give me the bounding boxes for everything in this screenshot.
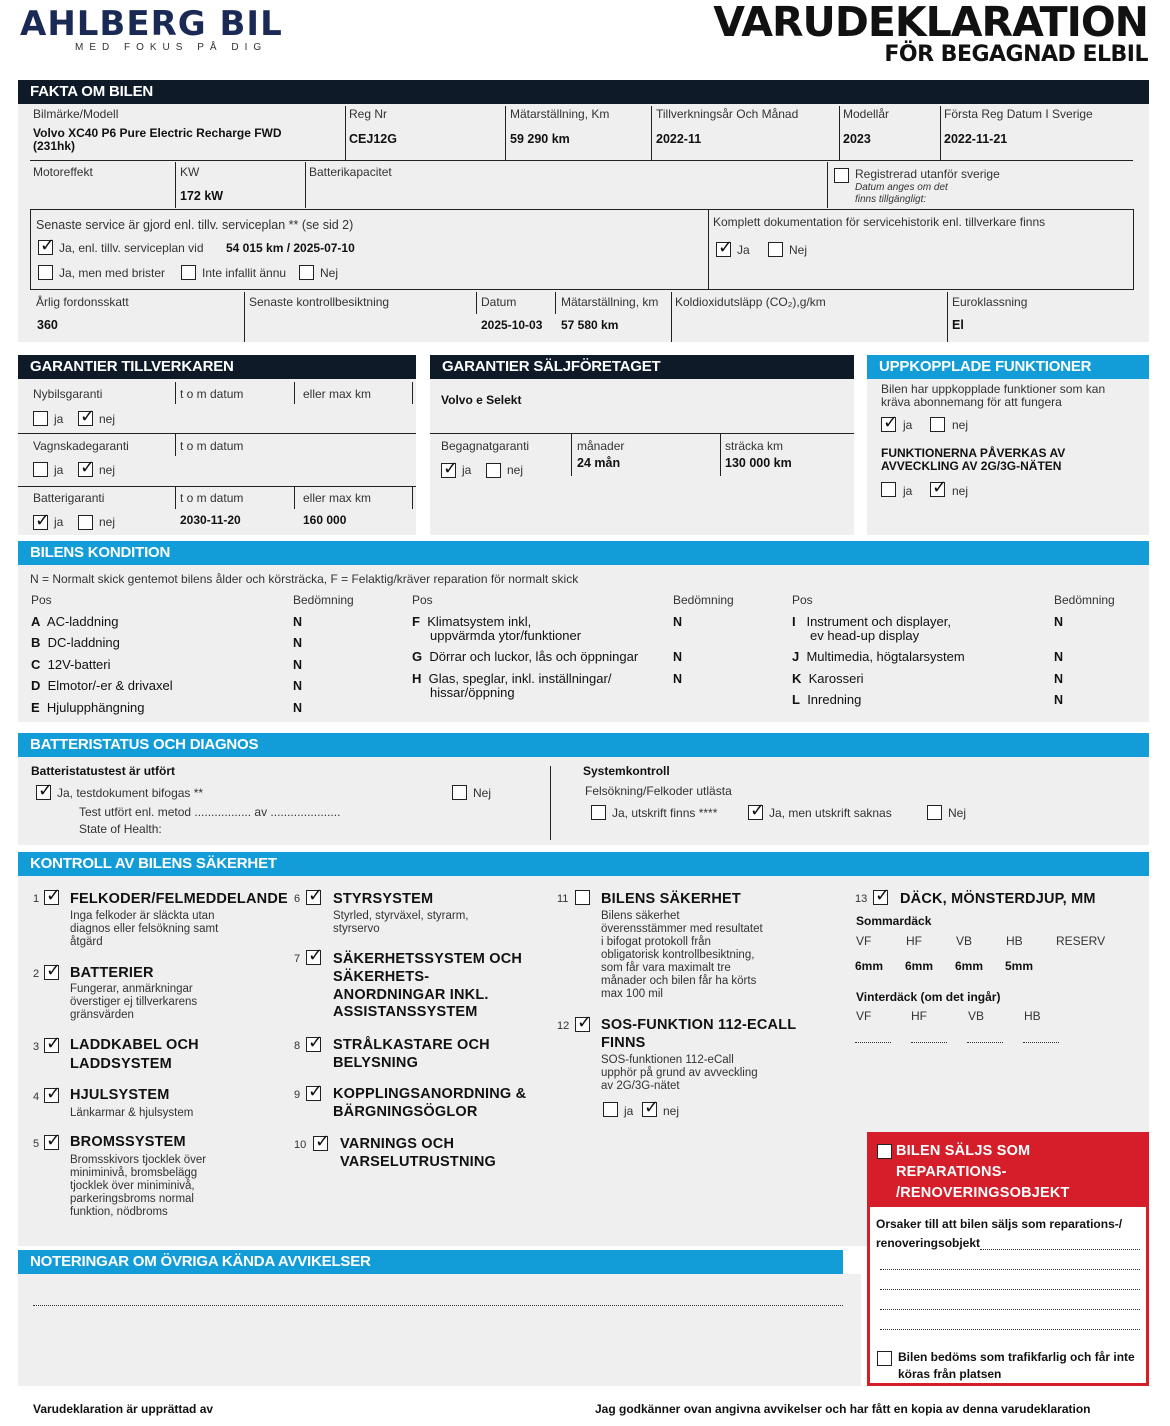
battery-test-yes-label: Ja, testdokument bifogas **: [57, 786, 204, 800]
sys-no-checkbox[interactable]: [927, 805, 942, 820]
section-sakerhet-header: KONTROLL AV BILENS SÄKERHET: [18, 852, 1149, 876]
safety-title-8b: BELYSNING: [333, 1055, 419, 1071]
safety-desc-5: Bromsskivors tjocklek över: [70, 1154, 207, 1166]
safety-num-4: 4: [33, 1091, 40, 1103]
condition-legend: N = Normalt skick gentemot bilens ålder och körsträcka, F = Felaktig/kräver reparation för normalt skick: [30, 572, 579, 586]
tyre-val-hb: 5mm: [1005, 959, 1034, 973]
reg-value: CEJ12G: [349, 132, 397, 146]
affected-text-2: AVVECKLING AV 2G/3G-NÄTEN: [881, 459, 1062, 473]
battery-test-title: Batteristatustest är utfört: [31, 764, 176, 778]
dist-label: sträcka km: [725, 439, 784, 453]
cond-key: A: [31, 614, 41, 629]
safety-num-11: 11: [557, 893, 569, 905]
cond-value-c: N: [293, 658, 303, 672]
section-garanti-tillv: [18, 379, 416, 535]
safety-num-2: 2: [33, 968, 40, 980]
cond-key: K: [792, 671, 802, 686]
safety-title-6: STYRSYSTEM: [333, 891, 434, 907]
safety-title-9b: BÄRGNINGSÖGLOR: [333, 1104, 478, 1120]
cond-item-a: [31, 614, 118, 629]
doc-no-checkbox[interactable]: [768, 242, 783, 257]
section-garanti-salj-header: GARANTIER SÄLJFÖRETAGET: [430, 355, 854, 379]
service-value: 54 015 km / 2025-07-10: [226, 241, 355, 255]
page-subtitle: FÖR BEGAGNAD ELBIL: [884, 42, 1148, 67]
connected-ja-label: ja: [903, 418, 913, 432]
pos-header-2: Pos: [412, 593, 433, 607]
section-garanti-tillv-header: GARANTIER TILLVERKAREN: [18, 355, 416, 379]
batt-maxkm-label: eller max km: [303, 491, 372, 505]
system-check-title: Systemkontroll: [583, 764, 670, 778]
footer-prepared-by: Varudeklaration är upprättad av: [33, 1402, 214, 1416]
safety-num-7: 7: [294, 953, 301, 965]
safety-desc-1: Inga felkoder är släckta utan: [70, 910, 215, 922]
tyre-col-hf: HF: [906, 934, 922, 948]
cond-key: F: [412, 614, 420, 629]
safety-desc-12: SOS-funktionen 112-eCall: [601, 1054, 734, 1066]
footer-approval: Jag godkänner ovan angivna avvikelser och har fått en kopia av denna varudeklaration: [595, 1402, 1091, 1416]
body-warranty-label: Vagnskadegaranti: [33, 439, 129, 453]
safety-title-7: SÄKERHETSSYSTEM OCH: [333, 951, 523, 967]
cond-text: Hjulupphängning: [46, 700, 145, 715]
repair-line-4[interactable]: [880, 1309, 1140, 1310]
ecall-nej-checkbox[interactable]: [642, 1102, 657, 1117]
safety-num-10: 10: [294, 1139, 307, 1151]
cond-key: E: [31, 700, 40, 715]
safety-title-11: BILENS SÄKERHET: [601, 891, 741, 907]
safety-check-10[interactable]: [313, 1136, 328, 1151]
safety-desc-5b: miniminivå, bromsbelägg: [70, 1167, 198, 1179]
firstreg-value: 2022-11-21: [944, 132, 1008, 146]
batt-nej-checkbox[interactable]: [78, 515, 93, 530]
unsafe-label-2: köras från platsen: [898, 1367, 1002, 1381]
kw-value: 172 kW: [180, 189, 224, 203]
safety-title-4: HJULSYSTEM: [70, 1087, 170, 1103]
safety-check-7[interactable]: [306, 950, 321, 965]
safety-desc-5e: funktion, nödbroms: [70, 1206, 168, 1218]
winter-col-vf: VF: [856, 1009, 872, 1023]
ecall-ja-checkbox[interactable]: [603, 1102, 618, 1117]
connected-nej-label: nej: [952, 418, 969, 432]
unsafe-checkbox[interactable]: [877, 1351, 892, 1366]
safety-title-10: VARNINGS OCH: [340, 1136, 455, 1152]
safety-check-11[interactable]: [575, 890, 590, 905]
safety-title-7c: ANORDNINGAR INKL.: [333, 987, 489, 1003]
cond-item-c: [31, 657, 111, 672]
safety-title-3b: LADDSYSTEM: [70, 1056, 172, 1072]
safety-num-3: 3: [33, 1041, 40, 1053]
sys-print-label: Ja, utskrift finns ****: [612, 806, 718, 820]
safety-num-6: 6: [294, 893, 301, 905]
safety-desc-12c: av 2G/3G-nätet: [601, 1080, 680, 1092]
repair-line-2[interactable]: [880, 1269, 1140, 1270]
cond-value-f: N: [673, 615, 683, 629]
safety-title-2: BATTERIER: [70, 965, 154, 981]
cond-item-g: [412, 649, 638, 664]
cond-item-i: [792, 614, 951, 629]
months-value: 24 mån: [577, 456, 621, 470]
date-value: 2025-10-03: [481, 318, 543, 332]
cond-value-h: N: [673, 672, 683, 686]
cond-value-b: N: [293, 636, 303, 650]
new-warranty-label: Nybilsgaranti: [33, 387, 103, 401]
repair-object-box: [867, 1132, 1149, 1386]
doc-yes-label: Ja: [737, 243, 750, 257]
service-faults-label: Ja, men med brister: [59, 266, 166, 280]
battery-soh: State of Health:: [79, 822, 162, 836]
safety-check-13[interactable]: [873, 890, 888, 905]
model-value: Volvo XC40 P6 Pure Electric Recharge FWD: [33, 126, 282, 140]
repair-reason-label-2: renoveringsobjekt: [876, 1236, 981, 1250]
repair-title: BILEN SÄLJS SOM: [896, 1143, 1031, 1159]
safety-check-2[interactable]: [44, 965, 59, 980]
modelyear-label: Modellår: [843, 107, 890, 121]
cond-value-e: N: [293, 701, 303, 715]
service-faults-checkbox[interactable]: [38, 265, 53, 280]
safety-num-12: 12: [557, 1020, 570, 1032]
safety-desc-5c: tjocklek över miniminivå,: [70, 1180, 195, 1192]
cond-key: G: [412, 649, 423, 664]
safety-check-6[interactable]: [306, 890, 321, 905]
new-todate-label: t o m datum: [180, 387, 244, 401]
cond-value-a: N: [293, 615, 303, 629]
safety-check-12[interactable]: [575, 1017, 590, 1032]
new-ja-checkbox[interactable]: [33, 411, 48, 426]
brand-tagline: MED FOKUS PÅ DIG: [75, 42, 268, 53]
section-noteringar: [18, 1274, 861, 1386]
safety-desc-6b: styrservo: [333, 923, 380, 935]
section-batteri-header: BATTERISTATUS OCH DIAGNOS: [18, 733, 1149, 757]
connected-ja-checkbox[interactable]: [881, 417, 896, 432]
sys-noprint-label: Ja, men utskrift saknas: [769, 806, 892, 820]
safety-check-8[interactable]: [306, 1037, 321, 1052]
safety-check-3[interactable]: [44, 1038, 59, 1053]
connected-text: Bilen har uppkopplade funktioner som kan: [881, 382, 1106, 396]
body-nej-checkbox[interactable]: [78, 462, 93, 477]
repair-title-3: /RENOVERINGSOBJEKT: [896, 1185, 1070, 1201]
battery-method: Test utfört enl. metod ................. av .....................: [79, 805, 341, 819]
battery-test-no-checkbox[interactable]: [452, 785, 467, 800]
cond-key: J: [792, 649, 800, 664]
body-nej-label: nej: [99, 463, 116, 477]
safety-title-7b: SÄKERHETS-: [333, 969, 430, 985]
safety-desc-11f: månader och bilen får ha körts: [601, 975, 757, 987]
batt-date-value: 2030-11-20: [180, 513, 241, 527]
connected-nej-checkbox[interactable]: [930, 417, 945, 432]
cond-value-d: N: [293, 679, 303, 693]
safety-check-5[interactable]: [44, 1135, 59, 1150]
cond-key: B: [31, 635, 41, 650]
safety-desc-1c: åtgärd: [70, 936, 103, 948]
cond-key: D: [31, 678, 41, 693]
section-kondition: [18, 565, 1149, 722]
new-nej-checkbox[interactable]: [78, 411, 93, 426]
used-nej-checkbox[interactable]: [486, 463, 501, 478]
motor-label: Motoreffekt: [33, 165, 93, 179]
abroad-label: Registrerad utanför sverige: [855, 167, 1000, 181]
safety-title-1: FELKODER/FELMEDDELANDE: [70, 891, 288, 907]
doc-label: Komplett dokumentation för servicehistorik enl. tillverkare finns: [713, 215, 1046, 229]
cond-key: C: [31, 657, 41, 672]
seller-program: Volvo e Selekt: [441, 393, 522, 407]
sys-no-label: Nej: [948, 806, 967, 820]
safety-num-9: 9: [294, 1089, 301, 1101]
reg-label: Reg Nr: [349, 107, 388, 121]
battery-test-no-label: Nej: [473, 786, 492, 800]
abroad-checkbox[interactable]: [834, 168, 849, 183]
body-todate-label: t o m datum: [180, 439, 244, 453]
cond-item-d: [31, 678, 173, 693]
body-ja-checkbox[interactable]: [33, 462, 48, 477]
safety-title-13: DÄCK, MÖNSTERDJUP, MM: [900, 891, 1096, 907]
mfg-value: 2022-11: [656, 132, 702, 146]
dist-value: 130 000 km: [725, 456, 792, 470]
safety-num-5: 5: [33, 1138, 40, 1150]
batt-ja-label: ja: [54, 515, 64, 529]
safety-num-8: 8: [294, 1040, 301, 1052]
body-ja-label: ja: [54, 463, 64, 477]
used-nej-label: nej: [507, 463, 524, 477]
battery-test-yes-checkbox[interactable]: [36, 785, 51, 800]
cond-text: DC-laddning: [47, 635, 120, 650]
brand-name: AHLBERG BIL: [20, 4, 283, 44]
connected-text-2: kräva abonnemang för att fungera: [881, 395, 1062, 409]
winter-col-hb: HB: [1024, 1009, 1041, 1023]
winter-col-hf: HF: [911, 1009, 927, 1023]
odo2-label: Mätarställning, km: [561, 295, 659, 309]
rating-header-1: Bedömning: [293, 593, 354, 607]
cond-value-i: N: [1054, 615, 1064, 629]
euro-value: El: [952, 318, 964, 332]
pos-header-3: Pos: [792, 593, 813, 607]
safety-desc-12b: upphör på grund av avveckling: [601, 1067, 758, 1079]
battery-label: Batterikapacitet: [309, 165, 392, 179]
winter-dots-vb: [967, 1042, 1003, 1043]
repair-line-3[interactable]: [880, 1289, 1140, 1290]
rating-header-3: Bedömning: [1054, 593, 1115, 607]
abroad-note-2: finns tillgängligt:: [855, 194, 927, 205]
rating-header-2: Bedömning: [673, 593, 734, 607]
modelyear-value: 2023: [843, 132, 871, 146]
safety-desc-6: Styrled, styrväxel, styrarm,: [333, 910, 469, 922]
sys-print-checkbox[interactable]: [591, 805, 606, 820]
batt-todate-label: t o m datum: [180, 491, 244, 505]
affected-text: FUNKTIONERNA PÅVERKAS AV: [881, 446, 1066, 460]
firstreg-label: Första Reg Datum I Sverige: [944, 107, 1093, 121]
pos-header-1: Pos: [31, 593, 52, 607]
safety-title-7d: ASSISTANSSYSTEM: [333, 1004, 478, 1020]
unsafe-label: Bilen bedöms som trafikfarlig och får inte: [898, 1350, 1135, 1364]
cond-item-l: [792, 692, 861, 707]
cond-value-l: N: [1054, 693, 1064, 707]
batt-warranty-label: Batterigaranti: [33, 491, 105, 505]
cond-text: Instrument och displayer,: [806, 614, 951, 629]
tyre-col-hb: HB: [1006, 934, 1023, 948]
cond-value-j: N: [1054, 650, 1064, 664]
system-check-sub: Felsökning/Felkoder utlästa: [585, 784, 732, 798]
abroad-note: Datum anges om det: [855, 182, 948, 193]
repair-reason-label: Orsaker till att bilen säljs som reparations-/: [876, 1217, 1123, 1231]
safety-check-4[interactable]: [44, 1088, 59, 1103]
inspect-label: Senaste kontrollbesiktning: [249, 295, 390, 309]
cond-item-e: [31, 700, 145, 715]
batt-nej-label: nej: [99, 515, 116, 529]
safety-title-12: SOS-FUNKTION 112-ECALL: [601, 1017, 797, 1033]
model-value-2: (231hk): [33, 139, 76, 153]
cond-item-h-2: hissar/öppning: [430, 685, 515, 700]
date-label: Datum: [481, 295, 517, 309]
doc-no-label: Nej: [789, 243, 808, 257]
safety-title-8: STRÅLKASTARE OCH: [333, 1037, 490, 1053]
winter-dots-hb: [1023, 1042, 1059, 1043]
safety-title-3: LADDKABEL OCH: [70, 1037, 199, 1053]
cond-item-h: [412, 671, 611, 686]
used-warranty-label: Begagnatgaranti: [441, 439, 530, 453]
repair-checkbox[interactable]: [877, 1144, 892, 1159]
safety-desc-11g: max 100 mil: [601, 988, 663, 1000]
batt-km-value: 160 000: [303, 513, 347, 527]
service-label: Senaste service är gjord enl. tillv. serviceplan ** (se sid 2): [36, 218, 354, 232]
cond-text: AC-laddning: [46, 614, 119, 629]
summer-tyres-label: Sommardäck: [856, 914, 932, 928]
cond-item-k: [792, 671, 864, 686]
winter-col-vb: VB: [968, 1009, 985, 1023]
sys-noprint-checkbox[interactable]: [748, 805, 763, 820]
euro-label: Euroklassning: [952, 295, 1028, 309]
new-nej-label: nej: [99, 412, 116, 426]
service-yes-checkbox[interactable]: [38, 240, 53, 255]
model-label: Bilmärke/Modell: [33, 107, 119, 121]
tyre-col-vb: VB: [956, 934, 973, 948]
affected-nej-label: nej: [952, 484, 969, 498]
tyre-val-hf: 6mm: [905, 959, 934, 973]
section-noteringar-header: NOTERINGAR OM ÖVRIGA KÄNDA AVVIKELSER: [18, 1250, 843, 1274]
repair-title-2: REPARATIONS-: [896, 1164, 1007, 1180]
new-maxkm-label: eller max km: [303, 387, 372, 401]
safety-desc-11d: obligatorisk kontrollbesiktning,: [601, 949, 755, 961]
ecall-ja-label: ja: [624, 1104, 634, 1118]
safety-desc-11e: som får vara maximalt tre: [601, 962, 731, 974]
cond-key: L: [792, 692, 800, 707]
service-no-checkbox[interactable]: [299, 265, 314, 280]
ecall-nej-label: nej: [663, 1104, 680, 1118]
tax-value: 360: [37, 318, 58, 332]
safety-desc-2: Fungerar, anmärkningar: [70, 983, 193, 995]
safety-desc-2c: gränsvärden: [70, 1009, 134, 1021]
repair-line-5[interactable]: [880, 1329, 1140, 1330]
safety-check-1[interactable]: [44, 890, 59, 905]
safety-desc-11: Bilens säkerhet: [601, 910, 680, 922]
odo-label: Mätarställning, Km: [510, 107, 610, 121]
doc-yes-checkbox[interactable]: [716, 242, 731, 257]
tyre-val-vf: 6mm: [855, 959, 884, 973]
winter-tyres-label: Vinterdäck (om det ingår): [856, 990, 1001, 1004]
affected-ja-label: ja: [903, 484, 913, 498]
months-label: månader: [577, 439, 625, 453]
cond-text: Karosseri: [808, 671, 864, 686]
service-notdue-label: Inte infallit ännu: [202, 266, 287, 280]
cond-key: H: [412, 671, 422, 686]
section-kondition-header: BILENS KONDITION: [18, 541, 1149, 565]
cond-item-b: [31, 635, 120, 650]
batt-ja-checkbox[interactable]: [33, 515, 48, 530]
cond-text: 12V-batteri: [47, 657, 111, 672]
mfg-label: Tillverkningsår Och Månad: [656, 107, 799, 121]
odo-value: 59 290 km: [510, 132, 570, 146]
cond-text: Elmotor/-er & drivaxel: [47, 678, 173, 693]
tyre-val-vb: 6mm: [955, 959, 984, 973]
tyre-col-vf: VF: [856, 934, 872, 948]
safety-desc-4: Länkarmar & hjulsystem: [70, 1107, 194, 1119]
kw-label: KW: [180, 165, 200, 179]
affected-nej-checkbox[interactable]: [930, 482, 945, 497]
cond-text: Multimedia, högtalarsystem: [806, 649, 965, 664]
cond-item-j: [792, 649, 965, 664]
service-yes-label: Ja, enl. tillv. serviceplan vid: [59, 241, 204, 255]
used-ja-checkbox[interactable]: [441, 463, 456, 478]
cond-text: Dörrar och luckor, lås och öppningar: [429, 649, 639, 664]
used-ja-label: ja: [462, 463, 472, 477]
co2-label: Koldioxidutsläpp (CO₂),g/km: [675, 295, 826, 309]
page-title: VARUDEKLARATION: [713, 0, 1148, 46]
new-ja-label: ja: [54, 412, 64, 426]
safety-title-9: KOPPLINGSANORDNING &: [333, 1086, 527, 1102]
cond-key: I: [792, 614, 796, 629]
safety-title-10b: VARSELUTRUSTNING: [340, 1154, 496, 1170]
cond-item-f: [412, 614, 531, 629]
repair-line-1[interactable]: [980, 1249, 1140, 1250]
safety-desc-2b: överstiger ej tillverkarens: [70, 996, 198, 1008]
brand-logo: [20, 4, 283, 53]
section-uppkopplade-header: UPPKOPPLADE FUNKTIONER: [867, 355, 1149, 379]
winter-dots-vf: [855, 1042, 891, 1043]
safety-num-1: 1: [33, 893, 40, 905]
cond-text: Klimatsystem inkl,: [427, 614, 532, 629]
safety-desc-5d: parkeringsbroms normal: [70, 1193, 194, 1205]
odo2-value: 57 580 km: [561, 318, 619, 332]
tax-label: Årlig fordonsskatt: [36, 295, 129, 309]
safety-desc-1b: diagnos eller felsökning samt: [70, 923, 219, 935]
safety-desc-11c: i bifogat protokoll från: [601, 936, 711, 948]
cond-value-k: N: [1054, 672, 1064, 686]
safety-title-5: BROMSSYSTEM: [70, 1134, 186, 1150]
service-notdue-checkbox[interactable]: [181, 265, 196, 280]
notes-line[interactable]: [33, 1305, 843, 1306]
cond-text: Glas, speglar, inkl. inställningar/: [428, 671, 612, 686]
winter-dots-hf: [911, 1042, 947, 1043]
tyre-col-reserv: RESERV: [1056, 934, 1106, 948]
service-no-label: Nej: [320, 266, 339, 280]
cond-text: Inredning: [807, 692, 862, 707]
cond-value-g: N: [673, 650, 683, 664]
safety-title-12b: FINNS: [601, 1035, 646, 1051]
cond-item-i-2: ev head-up display: [810, 628, 920, 643]
cond-item-f-2: uppvärmda ytor/funktioner: [430, 628, 582, 643]
safety-desc-11b: överensstämmer med resultatet: [601, 923, 763, 935]
safety-check-9[interactable]: [306, 1086, 321, 1101]
safety-num-13: 13: [855, 893, 868, 905]
affected-ja-checkbox[interactable]: [881, 482, 896, 497]
section-fakta-header: FAKTA OM BILEN: [18, 80, 1149, 104]
